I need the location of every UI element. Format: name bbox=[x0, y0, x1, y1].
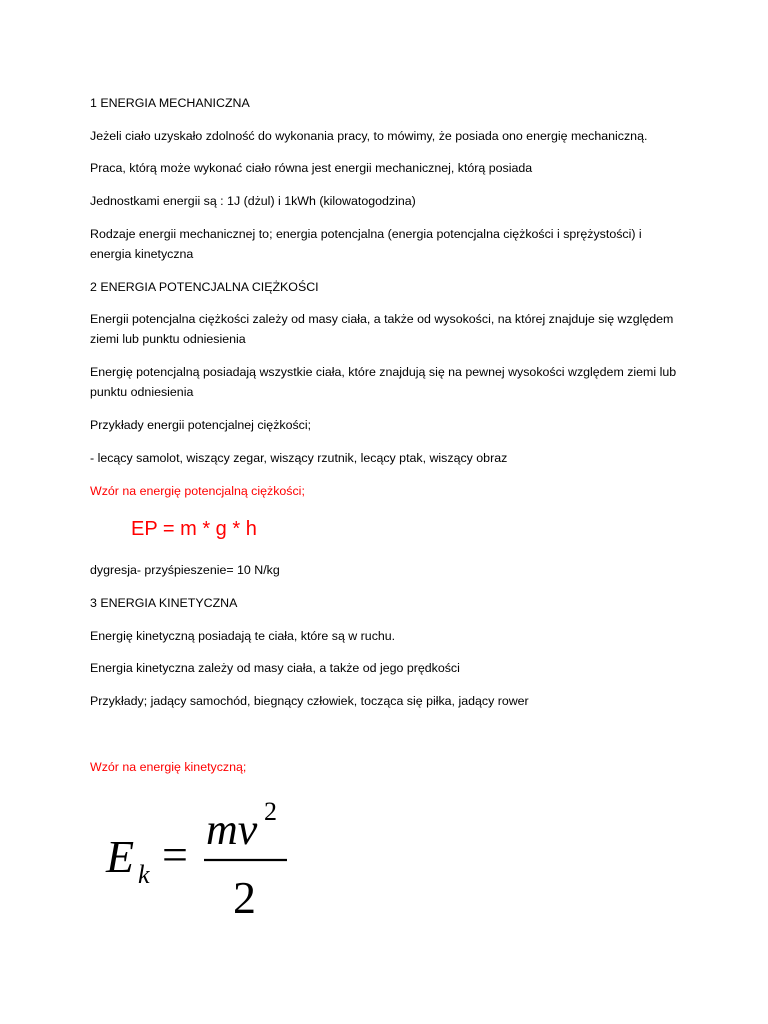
paragraph-potential-examples: - lecący samolot, wiszący zegar, wiszący rzutnik, lecący ptak, wiszący obraz bbox=[90, 451, 508, 465]
paragraph-kinetic-depends: Energia kinetyczna zależy od masy ciała, a także od jego prędkości bbox=[90, 661, 460, 675]
heading-potential-energy: 2 ENERGIA POTENCJALNA CIĘŻKOŚCI bbox=[90, 280, 319, 294]
heading-mechanical-energy: 1 ENERGIA MECHANICZNA bbox=[90, 96, 250, 110]
paragraph-definition: Jeżeli ciało uzyskało zdolność do wykonania pracy, to mówimy, że posiada ono energię mechaniczną. bbox=[90, 129, 648, 143]
formula-e: E bbox=[106, 831, 135, 882]
paragraph-work: Praca, którą może wykonać ciało równa jest energii mechanicznej, którą posiada bbox=[90, 161, 533, 175]
paragraph-kinetic-examples: Przykłady; jadący samochód, biegnący człowiek, tocząca się piłka, jadący rower bbox=[90, 694, 529, 708]
paragraph-digression: dygresja- przyśpieszenie= 10 N/kg bbox=[90, 563, 280, 577]
formula-subscript-k: k bbox=[138, 860, 150, 889]
paragraph-types: Rodzaje energii mechanicznej to; energia potencjalna (energia potencjalna ciężkości i sprężystości) i energia kinetyczna bbox=[90, 227, 642, 261]
label-potential-formula: Wzór na energię potencjalną ciężkości; bbox=[90, 484, 305, 498]
formula-denominator: 2 bbox=[233, 872, 256, 920]
formula-equals: = bbox=[162, 829, 188, 880]
formula-kinetic-energy bbox=[100, 800, 300, 920]
label-kinetic-formula: Wzór na energię kinetyczną; bbox=[90, 760, 247, 774]
paragraph-kinetic-bodies: Energię kinetyczną posiadają te ciała, które są w ruchu. bbox=[90, 629, 396, 643]
paragraph-potential-examples-title: Przykłady energii potencjalnej ciężkości; bbox=[90, 418, 312, 432]
heading-kinetic-energy: 3 ENERGIA KINETYCZNA bbox=[90, 596, 238, 610]
paragraph-potential-bodies: Energię potencjalną posiadają wszystkie ciała, które znajdują się na pewnej wysokości względem ziemi lub punktu odniesienia bbox=[90, 365, 677, 399]
paragraph-potential-depends: Energii potencjalna ciężkości zależy od masy ciała, a także od wysokości, na której znajduje się względem ziemi lub punktu odniesienia bbox=[90, 312, 674, 346]
paragraph-units: Jednostkami energii są : 1J (dżul) i 1kWh (kilowatogodzina) bbox=[90, 194, 416, 208]
formula-potential-energy: EP = m * g * h bbox=[131, 518, 257, 540]
formula-numerator: mv bbox=[206, 805, 258, 854]
formula-exponent: 2 bbox=[264, 800, 277, 826]
